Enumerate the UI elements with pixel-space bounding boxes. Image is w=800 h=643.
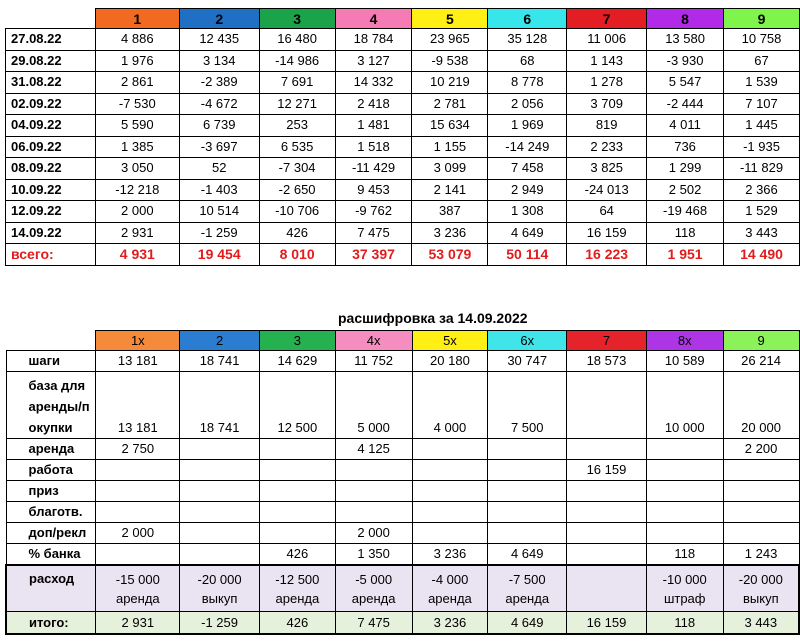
value-cell: -2 389 (179, 72, 259, 94)
value-cell: -7 304 (259, 158, 335, 180)
expense-note: аренда (505, 590, 550, 606)
value-cell: 1 385 (95, 136, 179, 158)
row-label: аренда (6, 439, 96, 460)
value-cell: 1 481 (335, 115, 412, 137)
value-cell: 2 861 (95, 72, 179, 94)
value-cell: -12 218 (95, 179, 179, 201)
date-cell: 06.09.22 (6, 136, 96, 158)
value-cell: 819 (567, 115, 647, 137)
value-cell: -11 829 (724, 158, 800, 180)
value-cell (412, 481, 488, 502)
table-row (6, 460, 799, 481)
table-row (6, 544, 799, 566)
expense-cell (335, 565, 412, 612)
value-cell (180, 502, 260, 523)
value-cell: 2 000 (96, 523, 180, 544)
result-cell: 426 (259, 612, 335, 635)
value-cell (180, 523, 260, 544)
value-cell: 18 741 (180, 372, 260, 439)
value-cell: 16 159 (567, 222, 647, 244)
total-cell: 19 454 (179, 244, 259, 266)
value-cell: 7 475 (335, 222, 412, 244)
table-row (6, 201, 800, 223)
value-cell: 14 332 (335, 72, 412, 94)
value-cell: -14 249 (488, 136, 567, 158)
value-cell (646, 460, 723, 481)
date-cell: 29.08.22 (6, 50, 96, 72)
expense-cell (646, 565, 723, 612)
value-cell (180, 439, 260, 460)
value-cell (723, 502, 799, 523)
expense-row (6, 565, 799, 612)
header-row (6, 331, 799, 351)
table-row (6, 72, 800, 94)
date-cell: 14.09.22 (6, 222, 96, 244)
value-cell: -10 706 (259, 201, 335, 223)
value-cell: 2 233 (567, 136, 647, 158)
value-cell: 1 539 (724, 72, 800, 94)
expense-note: штраф (663, 590, 706, 606)
table-row (6, 523, 799, 544)
expense-cell (723, 565, 799, 612)
table-row (6, 179, 800, 201)
value-cell: 23 965 (412, 29, 488, 51)
value-cell (259, 460, 335, 481)
value-cell: 13 181 (96, 351, 180, 372)
value-cell: -24 013 (567, 179, 647, 201)
value-cell: 12 435 (179, 29, 259, 51)
column-header: 1x (96, 331, 180, 351)
value-cell (646, 481, 723, 502)
result-cell: 16 159 (567, 612, 647, 635)
expense-note: аренда (275, 590, 320, 606)
value-cell: 3 134 (179, 50, 259, 72)
column-header: 6 (488, 9, 567, 29)
value-cell: 118 (647, 222, 724, 244)
value-cell: 4 886 (95, 29, 179, 51)
value-cell (488, 502, 567, 523)
value-cell: 7 500 (488, 372, 567, 439)
total-cell: 1 951 (647, 244, 724, 266)
expense-cell (180, 565, 260, 612)
value-cell (488, 460, 567, 481)
value-cell: 6 535 (259, 136, 335, 158)
value-cell: 13 181 (96, 372, 180, 439)
table-row (6, 372, 799, 439)
value-cell: 2 949 (488, 179, 567, 201)
value-cell: 10 219 (412, 72, 488, 94)
column-header: 2 (180, 331, 260, 351)
value-cell (723, 523, 799, 544)
value-cell: 1 969 (488, 115, 567, 137)
value-cell: 18 573 (567, 351, 647, 372)
value-cell (646, 502, 723, 523)
expense-cell (259, 565, 335, 612)
expense-note: аренда (428, 590, 472, 606)
header-row (6, 9, 800, 29)
value-cell: 30 747 (488, 351, 567, 372)
total-cell: 37 397 (335, 244, 412, 266)
value-cell: 4 011 (647, 115, 724, 137)
expense-cell (567, 565, 647, 612)
date-cell: 08.09.22 (6, 158, 96, 180)
total-cell: 14 490 (724, 244, 800, 266)
expense-amount: -15 000 (115, 571, 160, 587)
value-cell: 10 589 (646, 351, 723, 372)
value-cell: -4 672 (179, 93, 259, 115)
value-cell: 8 778 (488, 72, 567, 94)
value-cell: 9 453 (335, 179, 412, 201)
value-cell: 3 825 (567, 158, 647, 180)
value-cell: 12 271 (259, 93, 335, 115)
value-cell: 64 (567, 201, 647, 223)
table-row (6, 158, 800, 180)
corner-cell (6, 331, 96, 351)
row-label: доп/рекл (6, 523, 96, 544)
column-header: 7 (567, 9, 647, 29)
value-cell: 1 299 (647, 158, 724, 180)
result-cell: 7 475 (335, 612, 412, 635)
row-label: база для аренды/п окупки (6, 372, 96, 439)
value-cell (335, 502, 412, 523)
result-cell: -1 259 (180, 612, 260, 635)
value-cell (567, 439, 647, 460)
value-cell: 52 (179, 158, 259, 180)
column-header: 4x (335, 331, 412, 351)
result-cell: 118 (646, 612, 723, 635)
value-cell (412, 460, 488, 481)
value-cell: -7 530 (95, 93, 179, 115)
expense-amount: -7 500 (508, 571, 546, 587)
expense-amount: -20 000 (197, 571, 242, 587)
result-cell: 4 649 (488, 612, 567, 635)
value-cell (723, 460, 799, 481)
expense-note: выкуп (201, 590, 238, 606)
value-cell: 2 366 (724, 179, 800, 201)
value-cell: 5 000 (335, 372, 412, 439)
value-cell: 118 (646, 544, 723, 566)
value-cell (335, 460, 412, 481)
value-cell: 68 (488, 50, 567, 72)
value-cell: 5 590 (95, 115, 179, 137)
value-cell (723, 481, 799, 502)
column-header: 3 (259, 331, 335, 351)
row-label: % банка (6, 544, 96, 566)
value-cell: 10 514 (179, 201, 259, 223)
value-cell: 2 931 (95, 222, 179, 244)
row-label: расход (6, 565, 96, 612)
column-header: 1 (95, 9, 179, 29)
value-cell (488, 523, 567, 544)
total-row (6, 244, 800, 266)
value-cell: 3 236 (412, 544, 488, 566)
column-header: 5 (412, 9, 488, 29)
value-cell: 3 443 (724, 222, 800, 244)
total-cell: 50 114 (488, 244, 567, 266)
total-cell: 53 079 (412, 244, 488, 266)
value-cell: 3 127 (335, 50, 412, 72)
daily-results-table (5, 8, 800, 266)
value-cell (96, 502, 180, 523)
value-cell: 1 518 (335, 136, 412, 158)
value-cell: 2 056 (488, 93, 567, 115)
value-cell: 12 500 (259, 372, 335, 439)
value-cell (180, 544, 260, 566)
column-header: 9 (724, 9, 800, 29)
value-cell: 3 236 (412, 222, 488, 244)
row-label: благотв. (6, 502, 96, 523)
value-cell (96, 460, 180, 481)
expense-note: выкуп (742, 590, 779, 606)
value-cell: 18 784 (335, 29, 412, 51)
total-cell: 4 931 (95, 244, 179, 266)
total-cell: 8 010 (259, 244, 335, 266)
row-label: приз (6, 481, 96, 502)
value-cell (646, 439, 723, 460)
value-cell (96, 481, 180, 502)
value-cell (567, 372, 647, 439)
value-cell: 13 580 (647, 29, 724, 51)
expense-amount: -12 500 (275, 571, 320, 587)
value-cell (180, 460, 260, 481)
expense-amount: -10 000 (662, 571, 707, 587)
value-cell: 2 781 (412, 93, 488, 115)
result-row (6, 612, 799, 635)
total-label: всего: (6, 244, 96, 266)
table-row (6, 50, 800, 72)
value-cell: 10 758 (724, 29, 800, 51)
value-cell: 1 529 (724, 201, 800, 223)
breakdown-table (5, 330, 800, 635)
value-cell (567, 502, 647, 523)
value-cell: 10 000 (646, 372, 723, 439)
date-cell: 31.08.22 (6, 72, 96, 94)
column-header: 7 (567, 331, 647, 351)
value-cell: -19 468 (647, 201, 724, 223)
value-cell: 1 278 (567, 72, 647, 94)
value-cell: 16 480 (259, 29, 335, 51)
row-label: шаги (6, 351, 96, 372)
table-row (6, 481, 799, 502)
value-cell: 253 (259, 115, 335, 137)
date-cell: 04.09.22 (6, 115, 96, 137)
value-cell: 426 (259, 222, 335, 244)
value-cell: 18 741 (180, 351, 260, 372)
value-cell: -11 429 (335, 158, 412, 180)
value-cell: 26 214 (723, 351, 799, 372)
value-cell: -1 403 (179, 179, 259, 201)
value-cell: -9 762 (335, 201, 412, 223)
value-cell: 4 125 (335, 439, 412, 460)
value-cell: 11 006 (567, 29, 647, 51)
value-cell: -3 930 (647, 50, 724, 72)
value-cell (567, 523, 647, 544)
column-header: 4 (335, 9, 412, 29)
value-cell: -2 444 (647, 93, 724, 115)
value-cell (488, 481, 567, 502)
value-cell: 15 634 (412, 115, 488, 137)
value-cell: 20 000 (723, 372, 799, 439)
corner-cell (6, 9, 96, 29)
table-row (6, 222, 800, 244)
value-cell: 2 502 (647, 179, 724, 201)
value-cell: 2 000 (95, 201, 179, 223)
value-cell: 2 141 (412, 179, 488, 201)
value-cell: 2 000 (335, 523, 412, 544)
table-row (6, 439, 799, 460)
value-cell: -2 650 (259, 179, 335, 201)
value-cell (259, 439, 335, 460)
value-cell (567, 481, 647, 502)
value-cell: 3 099 (412, 158, 488, 180)
value-cell (180, 481, 260, 502)
value-cell: 1 976 (95, 50, 179, 72)
value-cell: 736 (647, 136, 724, 158)
value-cell: -1 259 (179, 222, 259, 244)
value-cell: 67 (724, 50, 800, 72)
expense-note: аренда (351, 590, 396, 606)
value-cell: 1 350 (335, 544, 412, 566)
value-cell: 6 739 (179, 115, 259, 137)
value-cell: 7 107 (724, 93, 800, 115)
value-cell: -3 697 (179, 136, 259, 158)
total-cell: 16 223 (567, 244, 647, 266)
expense-note: аренда (115, 590, 160, 606)
value-cell: 2 418 (335, 93, 412, 115)
value-cell: 4 649 (488, 544, 567, 566)
value-cell (646, 523, 723, 544)
value-cell: 387 (412, 201, 488, 223)
date-cell: 27.08.22 (6, 29, 96, 51)
table-row (6, 93, 800, 115)
column-header: 5x (412, 331, 488, 351)
value-cell (412, 523, 488, 544)
table-row (6, 29, 800, 51)
value-cell: 3 050 (95, 158, 179, 180)
value-cell: 4 000 (412, 372, 488, 439)
row-label: итого: (6, 612, 96, 635)
value-cell: 1 155 (412, 136, 488, 158)
column-header: 9 (723, 331, 799, 351)
value-cell (335, 481, 412, 502)
column-header: 6x (488, 331, 567, 351)
value-cell: 4 649 (488, 222, 567, 244)
expense-amount: -4 000 (431, 571, 469, 587)
column-header: 8x (646, 331, 723, 351)
value-cell: 5 547 (647, 72, 724, 94)
breakdown-caption: расшифровка за 14.09.2022 (338, 310, 528, 326)
value-cell: 3 709 (567, 93, 647, 115)
table-row (6, 502, 799, 523)
value-cell (259, 523, 335, 544)
value-cell: 426 (259, 544, 335, 566)
column-header: 3 (259, 9, 335, 29)
value-cell: 1 445 (724, 115, 800, 137)
result-cell: 3 236 (412, 612, 488, 635)
value-cell: 2 200 (723, 439, 799, 460)
result-cell: 3 443 (723, 612, 799, 635)
value-cell: 20 180 (412, 351, 488, 372)
value-cell: 16 159 (567, 460, 647, 481)
value-cell: 7 458 (488, 158, 567, 180)
expense-amount: -20 000 (738, 571, 783, 587)
value-cell: 2 750 (96, 439, 180, 460)
date-cell: 02.09.22 (6, 93, 96, 115)
column-header: 8 (647, 9, 724, 29)
table-row (6, 136, 800, 158)
value-cell (259, 481, 335, 502)
value-cell (412, 439, 488, 460)
table-row (6, 351, 799, 372)
value-cell: 14 629 (259, 351, 335, 372)
table-row (6, 115, 800, 137)
expense-cell (412, 565, 488, 612)
value-cell: 11 752 (335, 351, 412, 372)
value-cell (412, 502, 488, 523)
value-cell (259, 502, 335, 523)
value-cell: -1 935 (724, 136, 800, 158)
value-cell: 1 308 (488, 201, 567, 223)
row-label: работа (6, 460, 96, 481)
date-cell: 10.09.22 (6, 179, 96, 201)
date-cell: 12.09.22 (6, 201, 96, 223)
value-cell: -14 986 (259, 50, 335, 72)
expense-cell (96, 565, 180, 612)
value-cell: 35 128 (488, 29, 567, 51)
expense-amount: -5 000 (355, 571, 393, 587)
value-cell (96, 544, 180, 566)
result-cell: 2 931 (96, 612, 180, 635)
value-cell (567, 544, 647, 566)
column-header: 2 (179, 9, 259, 29)
value-cell: -9 538 (412, 50, 488, 72)
value-cell (488, 439, 567, 460)
expense-cell (488, 565, 567, 612)
value-cell: 7 691 (259, 72, 335, 94)
value-cell: 1 243 (723, 544, 799, 566)
value-cell: 1 143 (567, 50, 647, 72)
